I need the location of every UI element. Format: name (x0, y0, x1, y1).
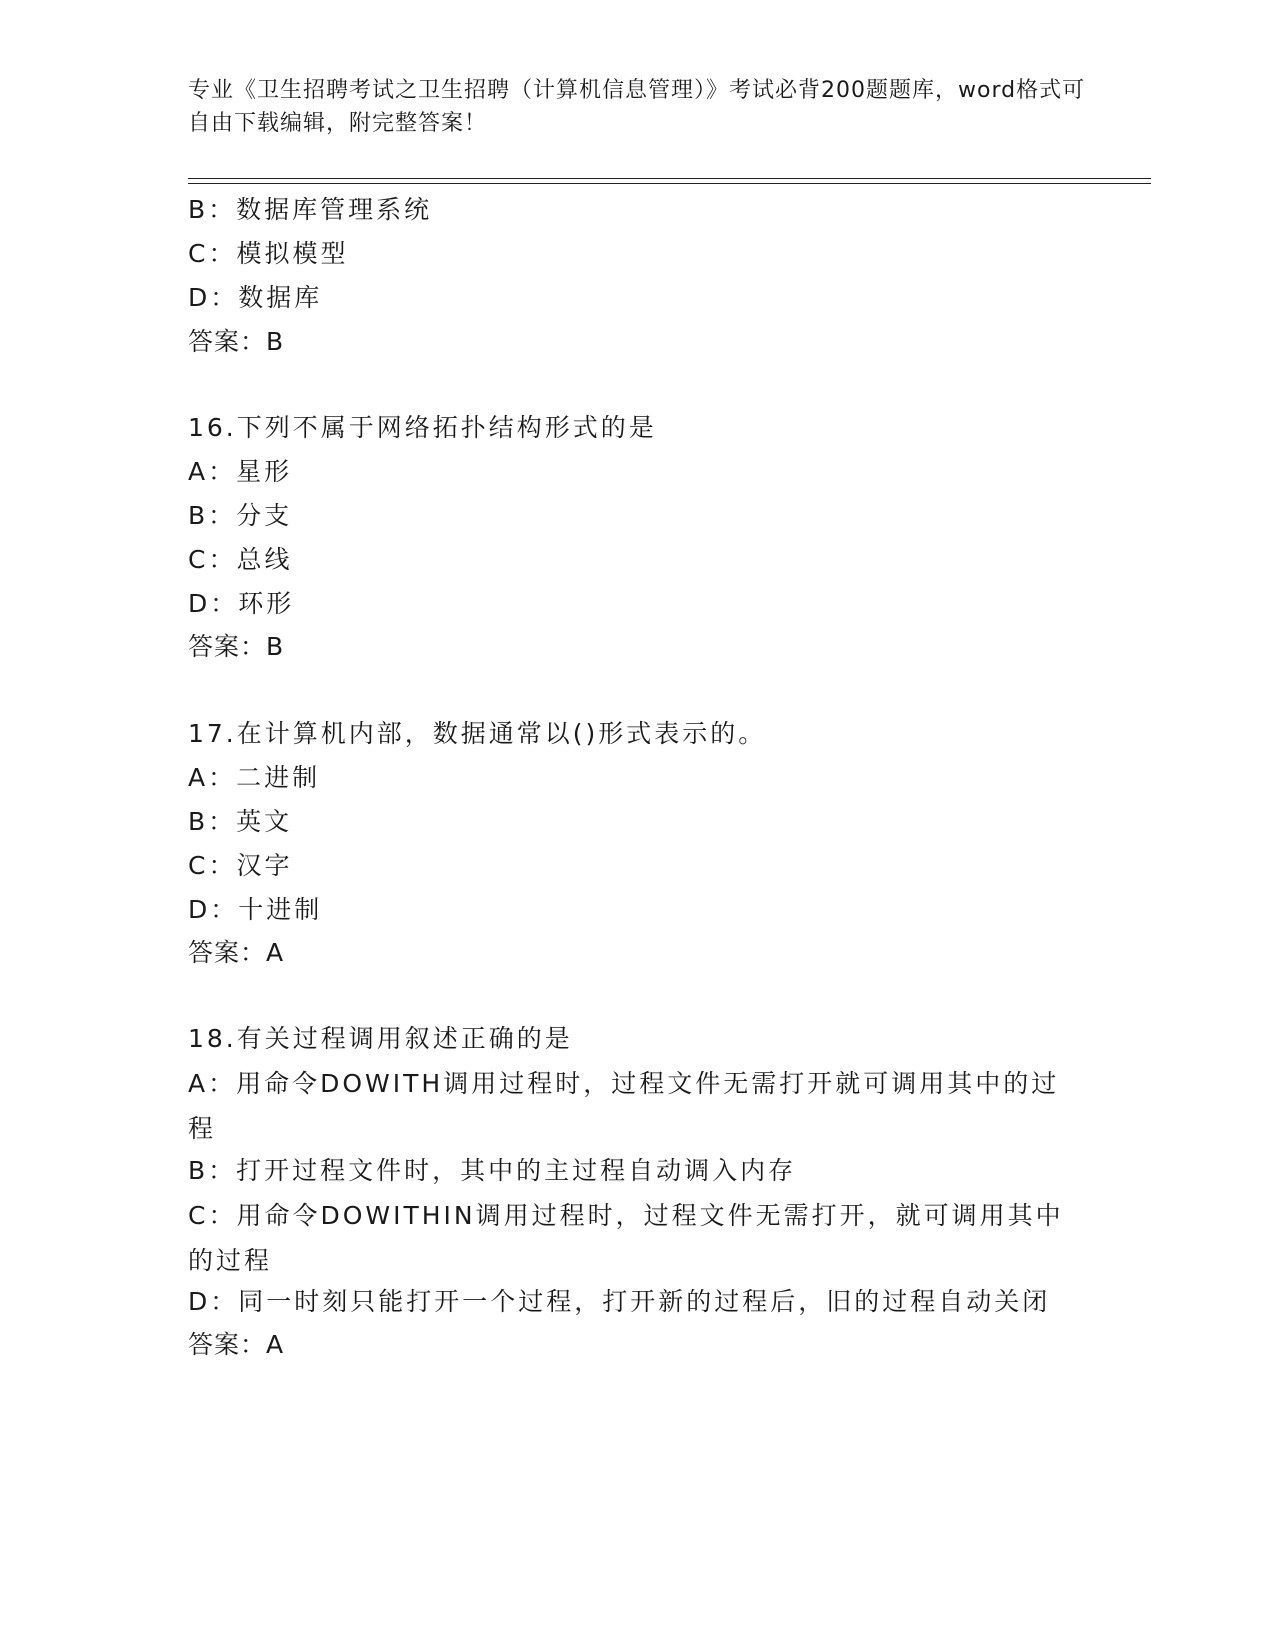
header-divider-bottom (188, 183, 1151, 184)
q16-answer: 答案：B (188, 632, 285, 661)
q18-option-b: B：打开过程文件时，其中的主过程自动调入内存 (188, 1156, 797, 1185)
q17-answer: 答案：A (188, 938, 285, 967)
q16-option-a: A：星形 (188, 457, 293, 486)
q17-option-c: C：汉字 (188, 851, 293, 880)
q18-option-d: D：同一时刻只能打开一个过程，打开新的过程后，旧的过程自动关闭 (188, 1287, 1051, 1316)
q16-question: 16.下列不属于网络拓扑结构形式的是 (188, 413, 657, 442)
q16-option-d: D：环形 (188, 589, 295, 618)
q18-answer: 答案：A (188, 1330, 285, 1359)
q15-option-c: C：模拟模型 (188, 239, 349, 268)
q18-option-c: C：用命令DOWITHIN调用过程时，过程文件无需打开，就可调用其中的过程 (188, 1201, 1064, 1275)
q18-option-a: A：用命令DOWITH调用过程时，过程文件无需打开就可调用其中的过程 (188, 1069, 1060, 1143)
q17-option-a: A：二进制 (188, 763, 321, 792)
header-divider-top (188, 178, 1151, 179)
q17-question: 17.在计算机内部，数据通常以()形式表示的。 (188, 719, 767, 748)
q16-option-b: B：分支 (188, 501, 293, 530)
document-intro: 专业《卫生招聘考试之卫生招聘（计算机信息管理）》考试必背200题题库，word格式可自由下载编辑，附完整答案！ (188, 78, 1086, 136)
q17-option-b: B：英文 (188, 807, 293, 836)
q18-question: 18.有关过程调用叙述正确的是 (188, 1024, 573, 1053)
q16-option-c: C：总线 (188, 545, 293, 574)
q17-option-d: D：十进制 (188, 895, 323, 924)
q15-option-b: B：数据库管理系统 (188, 195, 433, 224)
q15-answer: 答案：B (188, 327, 285, 356)
q15-option-d: D：数据库 (188, 283, 323, 312)
